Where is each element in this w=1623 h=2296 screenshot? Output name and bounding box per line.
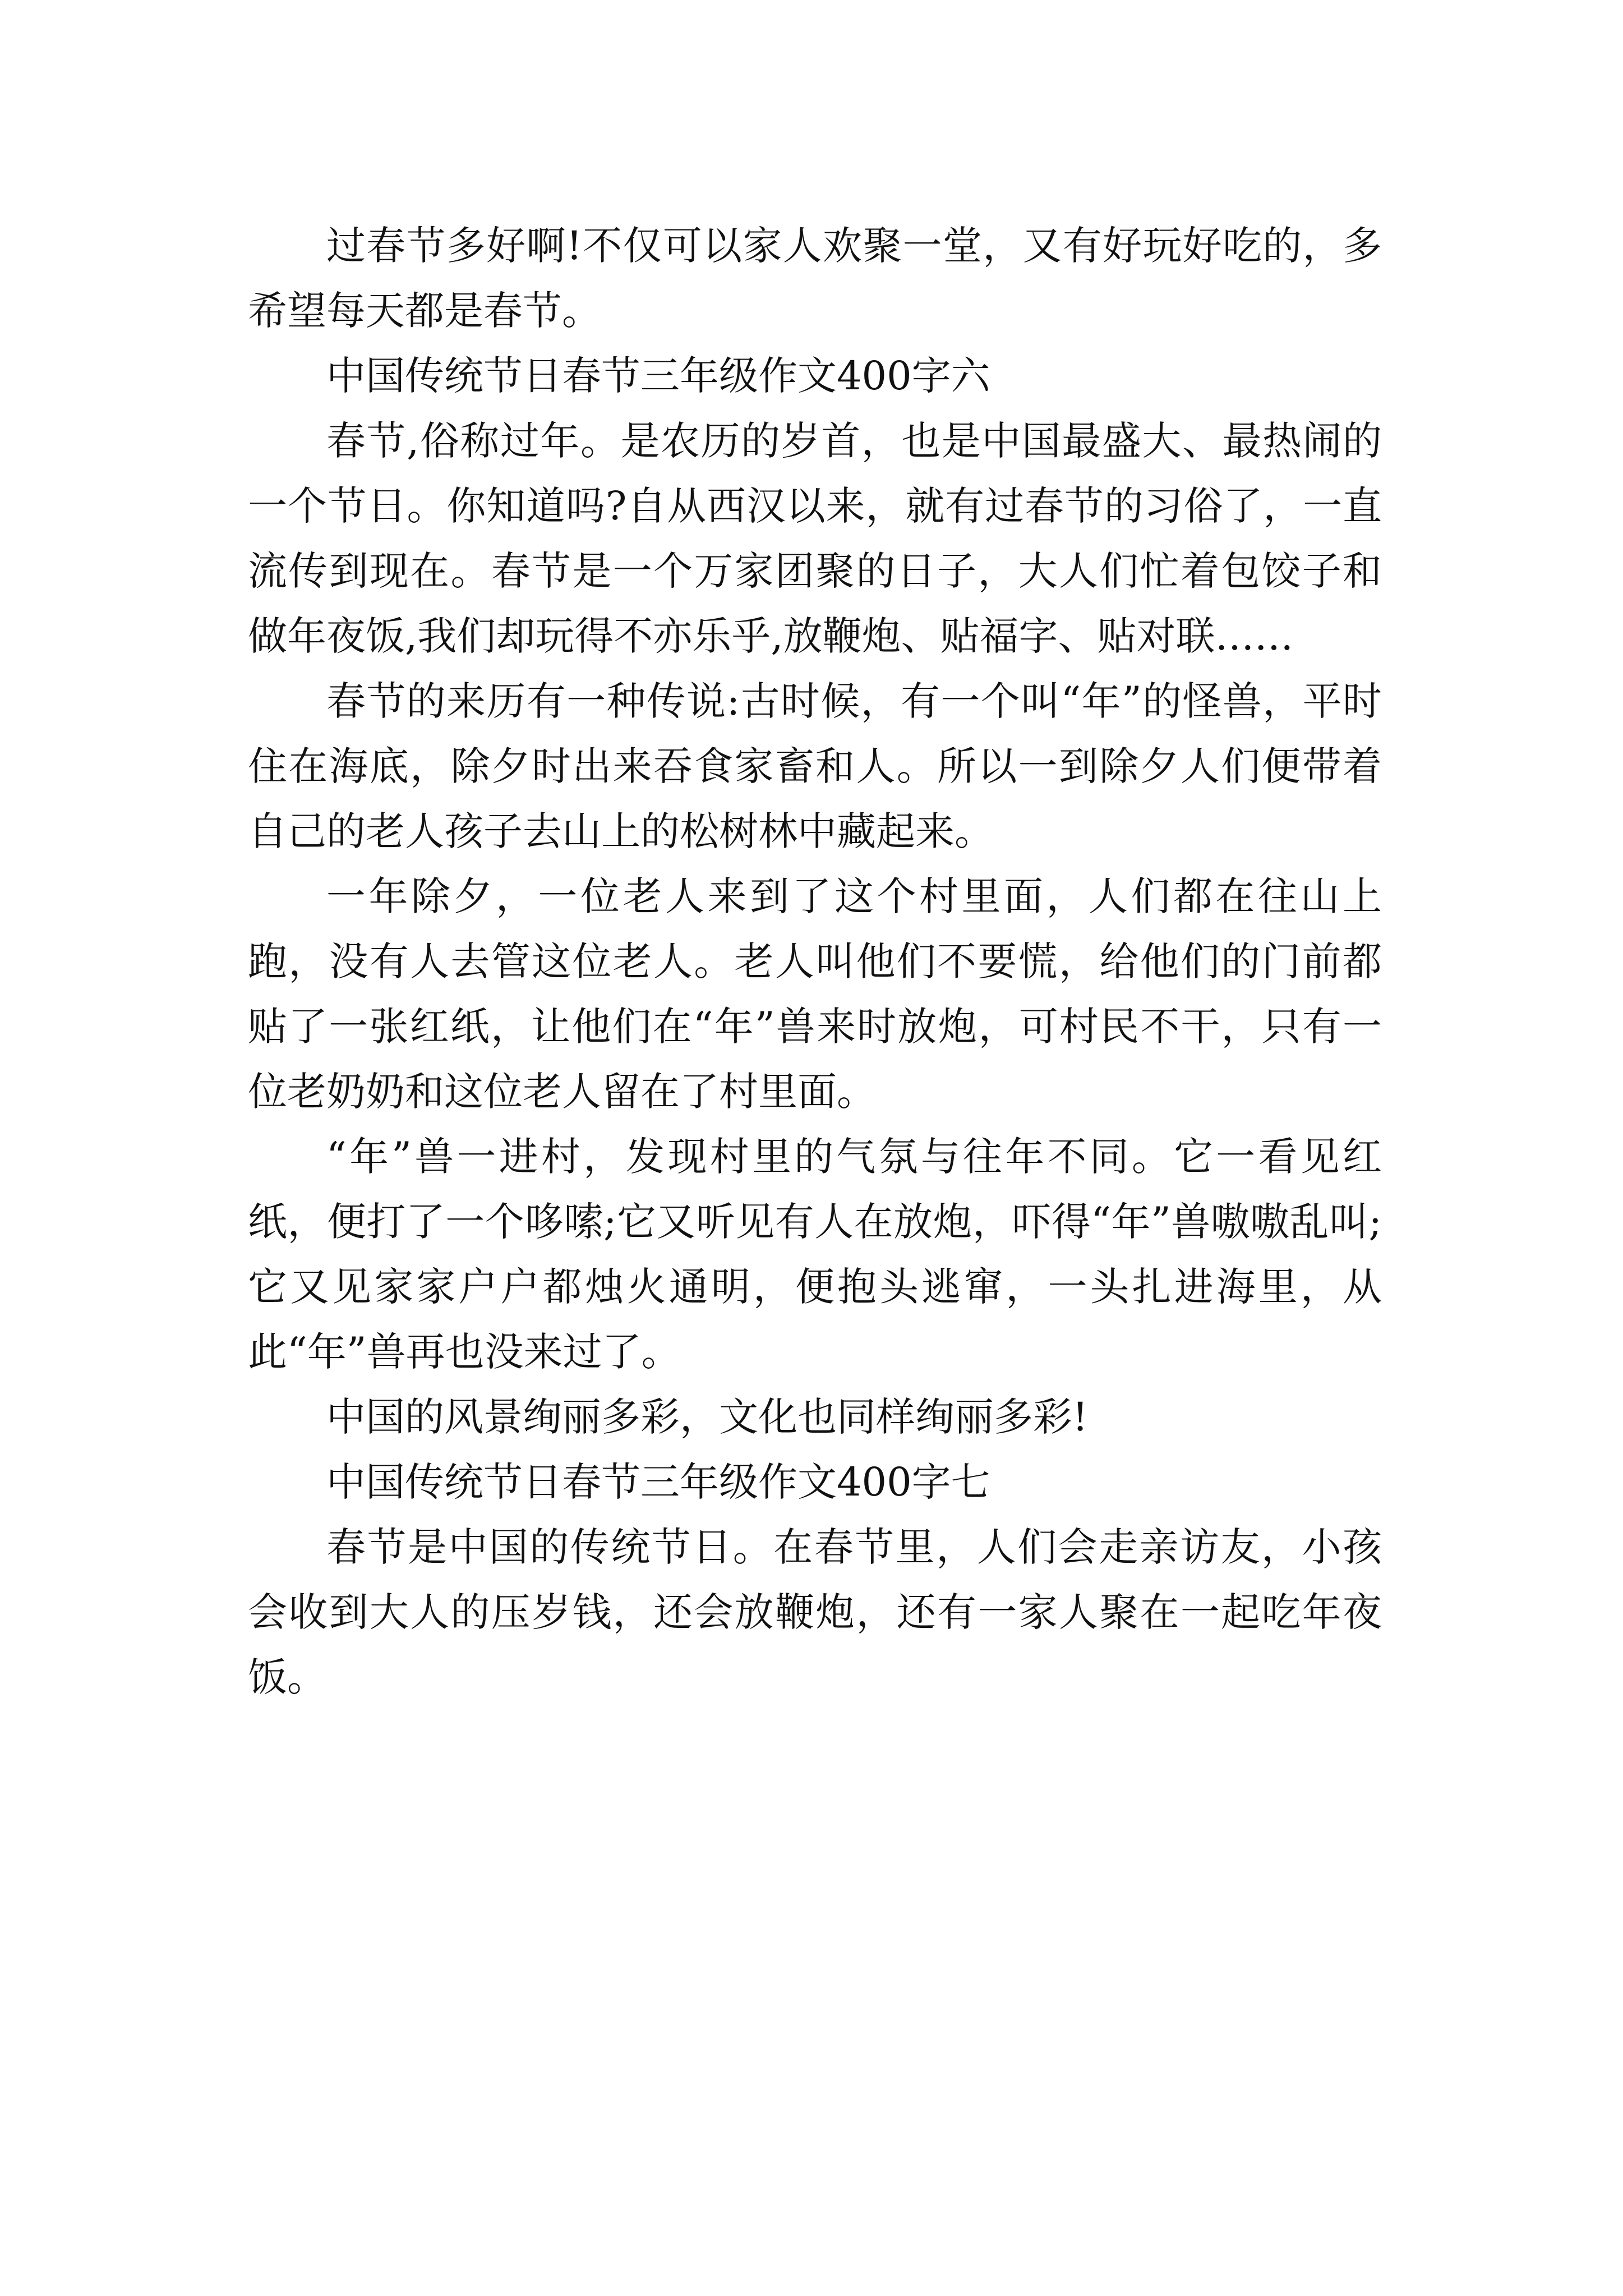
essay-heading-six: 中国传统节日春节三年级作文400字六 [326, 353, 990, 399]
paragraph-nian-flees: “年”兽一进村，发现村里的气氛与往年不同。它一看见红纸，便打了一个哆嗦;它又听见有人在放炮，吓得“年”兽嗷嗷乱叫;它又见家家户户都烛火通明，便抱头逃窜，一头扎进海里，从此“年”兽再也没来过了。 [248, 1134, 1382, 1375]
document-body [248, 213, 1382, 1710]
paragraph-nian-legend: 春节的来历有一种传说:古时候，有一个叫“年”的怪兽，平时住在海底，除夕时出来吞食家畜和人。所以一到除夕人们便带着自己的老人孩子去山上的松树林中藏起来。 [248, 678, 1382, 854]
paragraph-traditions: 春节是中国的传统节日。在春节里，人们会走亲访友，小孩会收到大人的压岁钱，还会放鞭炮，还有一家人聚在一起吃年夜饭。 [248, 1524, 1382, 1700]
paragraph-spring-festival-intro: 春节,俗称过年。是农历的岁首，也是中国最盛大、最热闹的一个节日。你知道吗?自从西汉以来，就有过春节的习俗了，一直流传到现在。春节是一个万家团聚的日子，大人们忙着包饺子和做年夜饭,我们却玩得不亦乐乎,放鞭炮、贴福字、贴对联…… [248, 418, 1382, 659]
essay-heading-seven: 中国传统节日春节三年级作文400字七 [326, 1459, 990, 1505]
paragraph-culture: 中国的风景绚丽多彩，文化也同样绚丽多彩! [326, 1394, 1089, 1440]
paragraph-closing-wish: 过春节多好啊!不仅可以家人欢聚一堂，又有好玩好吃的，多希望每天都是春节。 [248, 223, 1382, 334]
paragraph-old-man: 一年除夕，一位老人来到了这个村里面，人们都在往山上跑，没有人去管这位老人。老人叫他们不要慌，给他们的门前都贴了一张红纸，让他们在“年”兽来时放炮，可村民不干，只有一位老奶奶和这位老人留在了村里面。 [248, 873, 1382, 1115]
